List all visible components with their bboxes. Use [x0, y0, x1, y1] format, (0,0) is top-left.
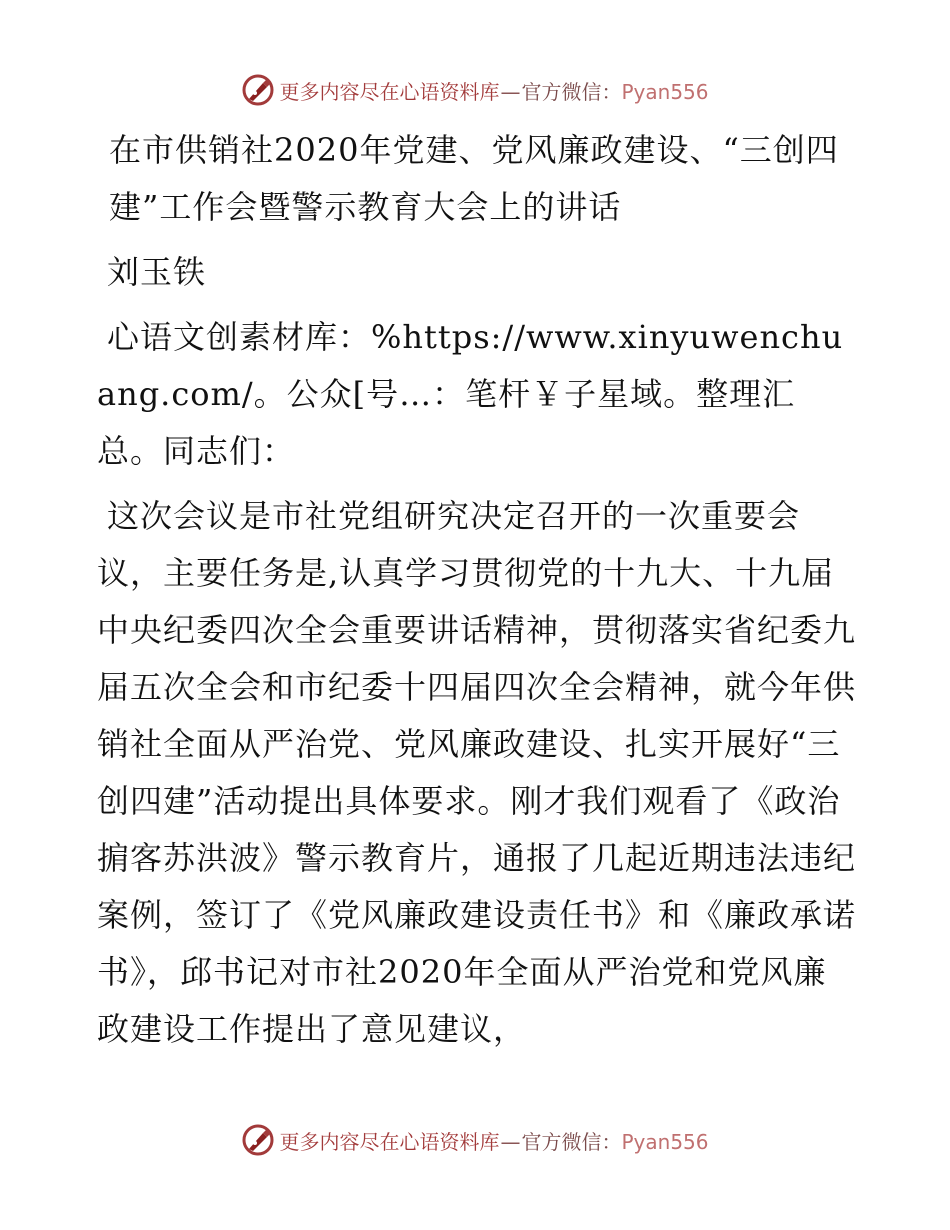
watermark-text	[279, 76, 708, 105]
watermark-separator: —	[500, 1129, 521, 1154]
pen-logo-icon	[241, 73, 275, 107]
watermark-main-text: 更多内容尽在心语资料库	[279, 79, 500, 104]
watermark-main-text: 更多内容尽在心语资料库	[279, 1129, 500, 1154]
watermark-separator: —	[500, 79, 521, 104]
watermark-wechat-account: Pyan556	[621, 1129, 709, 1154]
document-body	[97, 488, 857, 1058]
watermark-wechat-label: 官方微信：	[521, 79, 622, 104]
document-source-line	[97, 309, 857, 480]
document-author: 刘玉铁	[107, 253, 207, 291]
document-content	[97, 122, 857, 1058]
watermark-text	[279, 1126, 708, 1155]
pen-logo-icon	[241, 1123, 275, 1157]
watermark-wechat-account: Pyan556	[621, 79, 709, 104]
watermark-wechat-label: 官方微信：	[521, 1129, 622, 1154]
source-line-text: 心语文创素材库：%https://www.xinyuwenchuang.com/。公众[号…：笔杆￥子星域。整理汇总。同志们：	[97, 318, 844, 470]
header-watermark	[0, 70, 950, 110]
footer-watermark	[0, 1120, 950, 1160]
body-text: 这次会议是市社党组研究决定召开的一次重要会议，主要任务是,认真学习贯彻党的十九大、十九届中央纪委四次全会重要讲话精神，贯彻落实省纪委九届五次全会和市纪委十四届四次全会精神，就今年供销社全面从严治党、党风廉政建设、扎实开展好“三创四建”活动提出具体要求。刚才我们观看了《政治掮客苏洪波》警示教育片，通报了几起近期违法违纪案例，签订了《党风廉政建设责任书》和《廉政承诺书》，邱书记对市社2020年全面从严治党和党风廉政建设工作提出了意见建议，	[97, 497, 857, 1048]
document-title: 在市供销社2020年党建、党风廉政建设、“三创四建”工作会暨警示教育大会上的讲话	[109, 131, 839, 226]
